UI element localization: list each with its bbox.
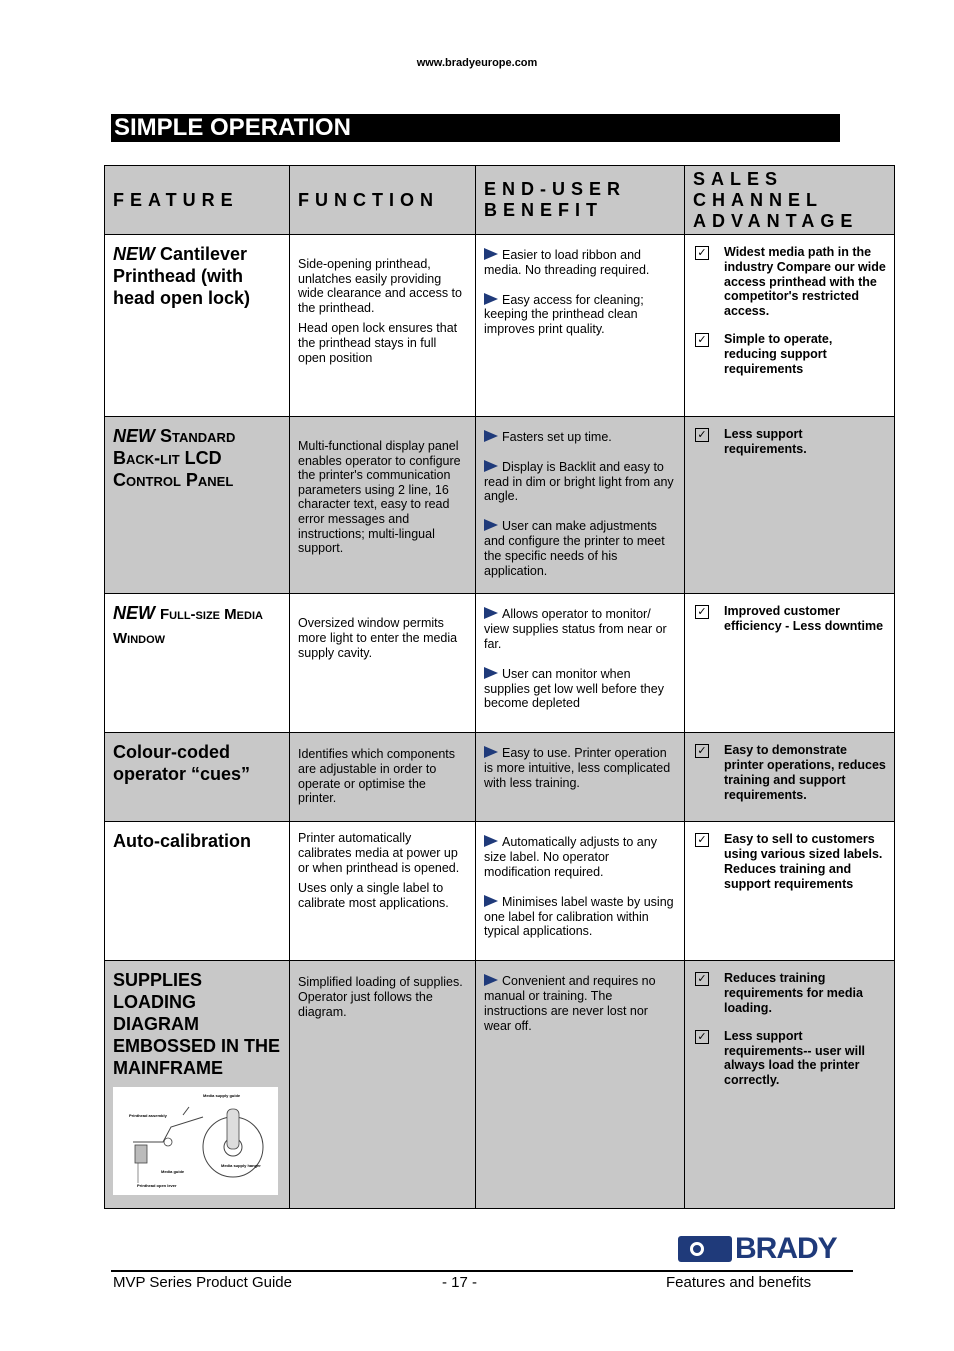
arrow-icon bbox=[484, 667, 498, 679]
arrow-icon bbox=[484, 835, 498, 847]
function-cell bbox=[290, 417, 476, 594]
new-tag: NEW bbox=[113, 244, 155, 264]
footer-divider bbox=[111, 1270, 853, 1272]
benefit-text: Display is Backlit and easy to read in dim or bright light from any angle. bbox=[484, 459, 674, 504]
checkbox-icon: ✓ bbox=[695, 833, 709, 847]
header-url: www.bradyeurope.com bbox=[416, 57, 538, 69]
advantage-item bbox=[695, 604, 886, 634]
feature-name: Cantilever Printhead (with head open lock) bbox=[113, 244, 251, 308]
benefit-item bbox=[484, 430, 676, 445]
benefit-item bbox=[484, 248, 676, 278]
function-text: Side-opening printhead, unlatches easily providing wide clearance and access to the printhead. bbox=[298, 257, 462, 315]
feature-name: Auto-calibration bbox=[113, 831, 251, 852]
new-tag: NEW bbox=[113, 426, 155, 446]
diagram-label: Printhead open lever bbox=[137, 1183, 177, 1189]
table-row bbox=[105, 235, 895, 417]
benefit-cell bbox=[476, 235, 685, 417]
function-cell bbox=[290, 594, 476, 733]
function-cell bbox=[290, 733, 476, 822]
arrow-icon bbox=[484, 430, 498, 442]
diagram-label: Media supply hanger bbox=[221, 1163, 261, 1169]
footer-page-number: - 17 - bbox=[442, 1274, 478, 1291]
arrow-icon bbox=[484, 895, 498, 907]
benefit-item bbox=[484, 746, 676, 790]
advantage-text: Reduces training requirements for media loading. bbox=[724, 971, 863, 1015]
advantage-cell bbox=[685, 594, 895, 733]
arrow-icon bbox=[484, 974, 498, 986]
feature-name: SUPPLIES LOADING DIAGRAM EMBOSSED IN THE MAINFRAME bbox=[113, 970, 281, 1079]
benefit-item bbox=[484, 667, 676, 711]
advantage-text: Simple to operate, reducing support requirements bbox=[724, 331, 833, 376]
checkbox-icon: ✓ bbox=[695, 605, 709, 619]
function-text: Printer automatically calibrates media at power up or when printhead is opened. bbox=[298, 831, 460, 875]
advantage-item bbox=[695, 245, 886, 319]
benefit-item bbox=[484, 460, 676, 504]
table-row bbox=[105, 822, 895, 961]
benefit-cell bbox=[476, 594, 685, 733]
benefit-text: Convenient and requires no manual or training. The instructions are never lost nor wear off. bbox=[484, 974, 656, 1033]
benefit-item bbox=[484, 607, 676, 651]
advantage-item bbox=[695, 332, 886, 376]
feature-cell bbox=[105, 417, 290, 594]
function-cell bbox=[290, 961, 476, 1209]
col-header-feature: FEATURE bbox=[105, 166, 290, 235]
table-header-row bbox=[105, 166, 895, 235]
feature-name: Full-size Media Window bbox=[113, 606, 263, 648]
benefit-cell bbox=[476, 822, 685, 961]
advantage-text: Easy to sell to customers using various sized labels. Reduces training and support requirements bbox=[724, 832, 883, 891]
supplies-loading-diagram bbox=[113, 1087, 278, 1195]
feature-name: Standard Back-lit LCD Control Panel bbox=[113, 426, 236, 490]
function-text: Uses only a single label to calibrate most applications. bbox=[298, 881, 449, 910]
section-title: SIMPLE OPERATION bbox=[111, 114, 840, 142]
benefit-text: Allows operator to monitor/ view supplies status from near or far. bbox=[484, 607, 667, 651]
checkbox-icon: ✓ bbox=[695, 1030, 709, 1044]
benefit-text: Fasters set up time. bbox=[502, 430, 612, 444]
benefit-text: Automatically adjusts to any size label. No operator modification required. bbox=[484, 835, 657, 879]
function-cell bbox=[290, 235, 476, 417]
arrow-icon bbox=[484, 746, 498, 758]
function-text: Simplified loading of supplies. Operator just follows the diagram. bbox=[298, 975, 463, 1019]
feature-cell bbox=[105, 594, 290, 733]
function-text: Multi-functional display panel enables operator to configure the printer's communication parameters using 2 line, 16 character text, easy to read error messages and instructions; multi-lingual support. bbox=[298, 439, 461, 556]
diagram-label: Printhead assembly bbox=[129, 1113, 167, 1119]
feature-cell bbox=[105, 961, 290, 1209]
advantage-item bbox=[695, 743, 886, 802]
table-row bbox=[105, 733, 895, 822]
col-header-function: FUNCTION bbox=[290, 166, 476, 235]
checkbox-icon: ✓ bbox=[695, 246, 709, 260]
advantage-text: Improved customer efficiency - Less downtime bbox=[724, 604, 884, 634]
advantage-cell bbox=[685, 822, 895, 961]
function-cell bbox=[290, 822, 476, 961]
feature-cell bbox=[105, 822, 290, 961]
advantage-text: Widest media path in the industry Compare our wide access printhead with the competitor's restricted access. bbox=[724, 245, 886, 319]
col-header-benefit: END-USER BENEFIT bbox=[476, 166, 685, 235]
features-table bbox=[104, 165, 895, 1209]
function-text: Head open lock ensures that the printhead stays in full open position bbox=[298, 321, 458, 365]
feature-name: Colour-coded operator “cues” bbox=[113, 742, 251, 785]
advantage-item bbox=[695, 971, 886, 1015]
advantage-cell bbox=[685, 961, 895, 1209]
arrow-icon bbox=[484, 460, 498, 472]
arrow-icon bbox=[484, 519, 498, 531]
arrow-icon bbox=[484, 607, 498, 619]
advantage-text: Less support requirements-- user will always load the printer correctly. bbox=[724, 1028, 866, 1088]
table-row bbox=[105, 594, 895, 733]
benefit-text: Easy to use. Printer operation is more intuitive, less complicated with less training. bbox=[484, 746, 671, 790]
feature-cell bbox=[105, 733, 290, 822]
advantage-text: Less support requirements. bbox=[724, 427, 807, 456]
brady-logo bbox=[678, 1232, 837, 1265]
arrow-icon bbox=[484, 248, 498, 260]
footer-left: MVP Series Product Guide bbox=[113, 1274, 292, 1291]
advantage-cell bbox=[685, 417, 895, 594]
function-text: Oversized window permits more light to enter the media supply cavity. bbox=[298, 616, 458, 660]
benefit-item bbox=[484, 293, 676, 337]
advantage-item bbox=[695, 832, 886, 891]
brady-logo-mark-icon bbox=[678, 1236, 732, 1262]
benefit-item bbox=[484, 895, 676, 939]
advantage-cell bbox=[685, 235, 895, 417]
table-row bbox=[105, 961, 895, 1209]
benefit-cell bbox=[476, 733, 685, 822]
benefit-text: Easy access for cleaning; keeping the printhead clean improves print quality. bbox=[484, 292, 644, 337]
advantage-item bbox=[695, 427, 886, 457]
footer-right: Features and benefits bbox=[666, 1274, 812, 1291]
benefit-cell bbox=[476, 961, 685, 1209]
benefit-item bbox=[484, 519, 676, 578]
benefit-item bbox=[484, 974, 676, 1033]
checkbox-icon: ✓ bbox=[695, 428, 709, 442]
checkbox-icon: ✓ bbox=[695, 744, 709, 758]
benefit-text: Minimises label waste by using one label for calibration within typical applications. bbox=[484, 894, 674, 939]
benefit-text: User can monitor when supplies get low well before they become depleted bbox=[484, 666, 664, 711]
benefit-item bbox=[484, 835, 676, 879]
advantage-cell bbox=[685, 733, 895, 822]
arrow-icon bbox=[484, 293, 498, 305]
feature-cell bbox=[105, 235, 290, 417]
checkbox-icon: ✓ bbox=[695, 333, 709, 347]
table-row bbox=[105, 417, 895, 594]
checkbox-icon: ✓ bbox=[695, 972, 709, 986]
function-text: Identifies which components are adjustable in order to operate or optimise the printer. bbox=[298, 747, 456, 806]
col-header-advantage: SALES CHANNEL ADVANTAGE bbox=[685, 166, 895, 235]
benefit-cell bbox=[476, 417, 685, 594]
new-tag: NEW bbox=[113, 603, 155, 624]
benefit-text: Easier to load ribbon and media. No threading required. bbox=[484, 248, 650, 277]
diagram-label: Media supply guide bbox=[203, 1093, 241, 1099]
advantage-item bbox=[695, 1029, 886, 1088]
brady-logo-text: BRADY bbox=[735, 1232, 837, 1265]
benefit-text: User can make adjustments and configure the printer to meet the specific needs of his application. bbox=[484, 519, 665, 578]
diagram-label: Media guide bbox=[161, 1169, 185, 1175]
advantage-text: Easy to demonstrate printer operations, reduces training and support requirements. bbox=[724, 743, 886, 802]
